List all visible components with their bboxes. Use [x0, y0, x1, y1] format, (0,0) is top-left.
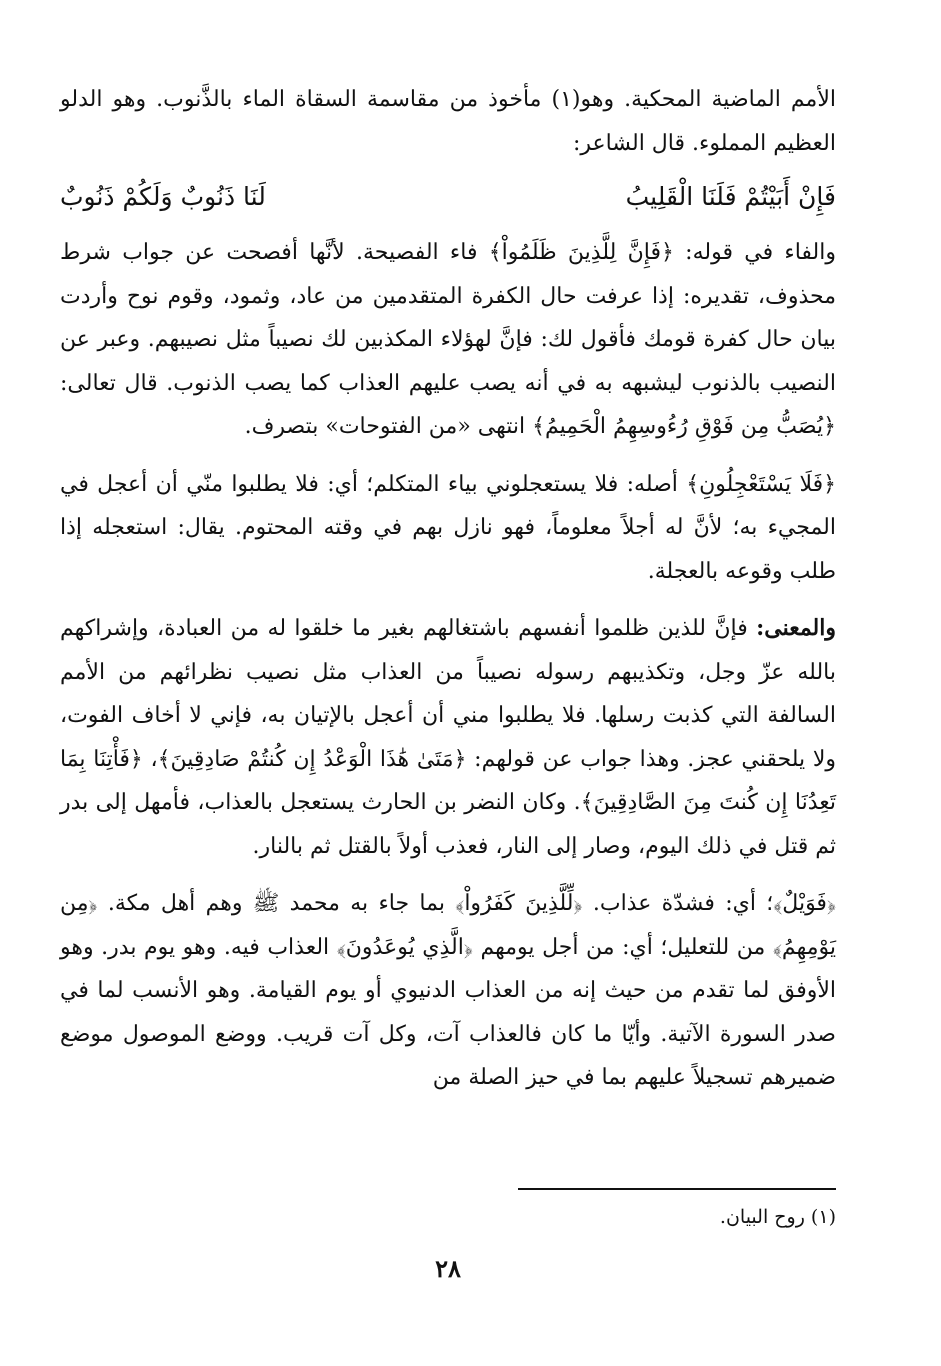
paragraph-yastajilun: ﴿فَلَا يَسْتَعْجِلُونِ﴾ أصله: فلا يستعجلوني بياء المتكلم؛ أي: فلا يطلبوا منّي أن أعجل في المجيء به؛ لأنَّ له أجلاً معلوماً، فهو نازل بهم في وقته المحتوم. يقال: استعجله إذا طلب وقوعه بالعجلة. — [60, 471, 837, 584]
verse-first-hemistich: فَإِنْ أَبَيْتُمْ فَلَنَا الْقَلِيبُ — [625, 182, 836, 211]
meaning-label: والمعنى: — [756, 615, 836, 641]
meaning-text: فإنَّ للذين ظلموا أنفسهم باشتغالهم بغير ما خلقوا له من العبادة، وإشراكهم بالله عزّ وجل، وتكذيبهم رسوله نصيباً من العذاب مثل نصيب نظرائهم من الأمم السالفة التي كذبت رسلها. فلا يطلبوا مني أن أعجل بالإتيان به، فإني لا أخاف الفوت، ولا يلحقني عجز. وهذا جواب عن قولهم: ﴿مَتَىٰ هَٰذَا الْوَعْدُ إِن كُنتُمْ صَادِقِينَ﴾، ﴿فَأْتِنَا بِمَا تَعِدُنَا إِن كُنتَ مِنَ الصَّادِقِينَ﴾. وكان النضر بن الحارث يستعجل بالعذاب، فأمهل إلى بدر ثم قتل في ذلك اليوم، وصار إلى النار، فعذب أولاً بالقتل ثم بالنار. — [60, 616, 836, 859]
paragraph-meaning — [60, 607, 836, 868]
poetry-verse — [60, 171, 836, 223]
paragraph-wayl: ﴿فَوَيْلٌ﴾؛ أي: فشدّة عذاب. ﴿لِّلَّذِينَ كَفَرُواْ﴾ بما جاء به محمد ﷺ وهم أهل مكة. ﴿مِن يَوْمِهِمُ﴾ من للتعليل؛ أي: من أجل يومهم ﴿الَّذِي يُوعَدُونَ﴾ العذاب فيه. وهو يوم بدر. وهو الأوفق لما تقدم من حيث إنه من العذاب الدنيوي أو يوم القيامة. وهو الأنسب لما في صدر السورة الآتية. وأيّا ما كان فالعذاب آت، وكل آت قريب. ووضع الموصول موضع ضميرهم تسجيلاً عليهم بما في حيز الصلة من — [60, 891, 836, 1090]
verse-second-hemistich: لَنَا ذَنُوبٌ وَلَكُمْ ذَنُوبٌ — [60, 182, 266, 211]
paragraph-fa-fasiha: والفاء في قوله: ﴿فَإِنَّ لِلَّذِينَ ظَلَمُواْ﴾ فاء الفصيحة. لأنَّها أفصحت عن جواب شرط محذوف، تقديره: إذا عرفت حال الكفرة المتقدمين من عاد، وثمود، وقوم نوح وأردت بيان حال كفرة قومك فأقول لك: فإنَّ لهؤلاء المكذبين لك نصيباً مثل نصيبهم. وعبر عن النصيب بالذنوب ليشبهه به في أنه يصب عليهم العذاب كما يصب الذنوب. قال تعالى: ﴿يُصَبُّ مِن فَوْقِ رُءُوسِهِمُ الْحَمِيمُ﴾ انتهى «من الفتوحات» بتصرف. — [60, 240, 836, 439]
page-body — [60, 78, 836, 1338]
page-number: ٢٨ — [435, 1254, 461, 1283]
paragraph-intro: الأمم الماضية المحكية. وهو(١) مأخوذ من مقاسمة السقاة الماء بالذَّنوب. وهو الدلو العظيم المملوء. قال الشاعر: — [60, 87, 837, 156]
footnote: (١) روح البيان. — [719, 1206, 836, 1228]
footnote-divider — [518, 1188, 836, 1190]
